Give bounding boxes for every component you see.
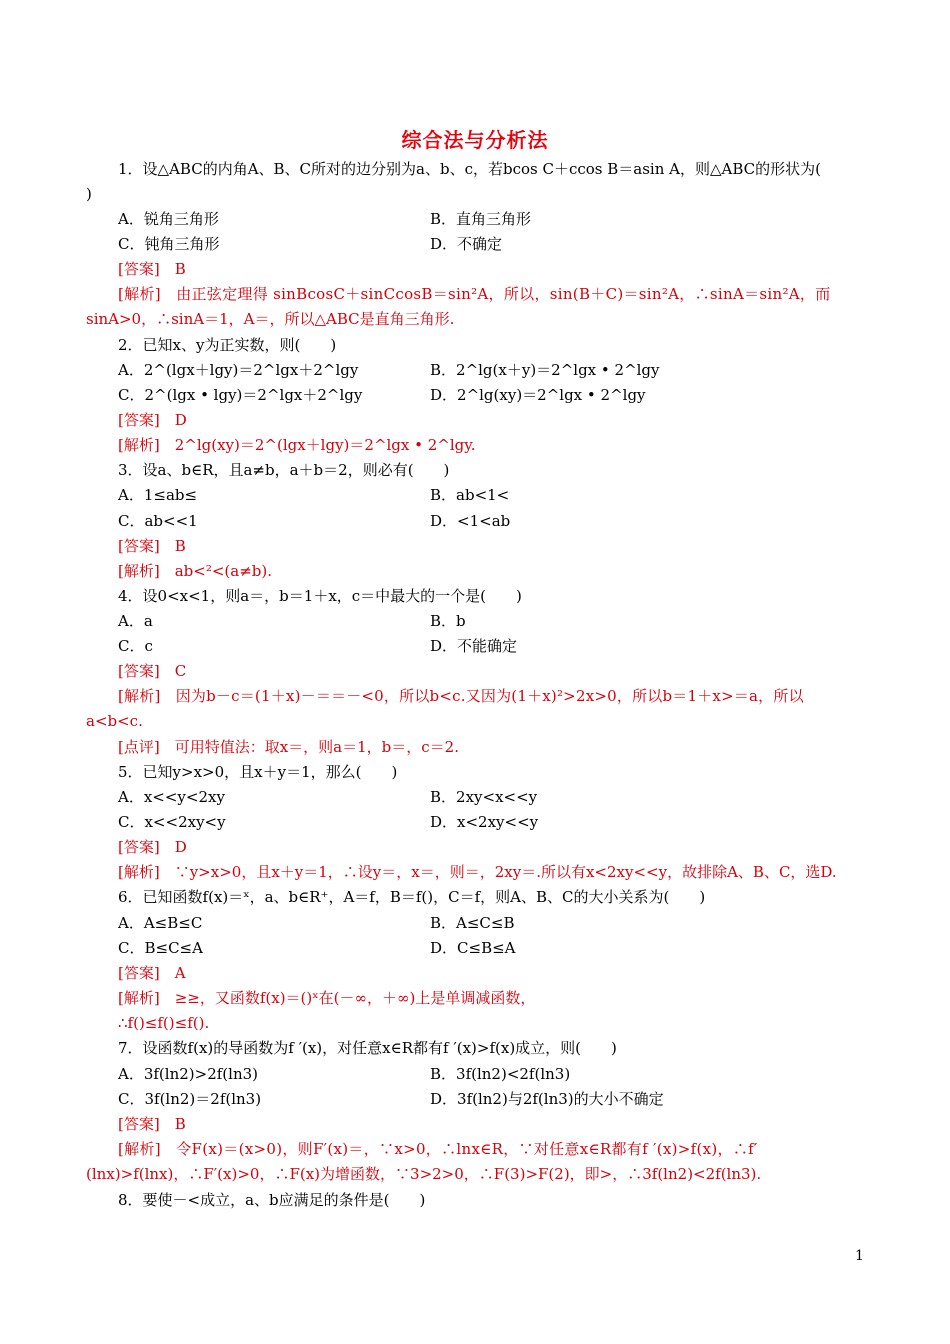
question-5-stem: 5．已知y>x>0，且x＋y＝1，那么( ) xyxy=(118,763,398,781)
question-6-stem: 6．已知函数f(x)＝ˣ，a、b∈R⁺，A＝f，B＝f()，C＝f，则A、B、C的大小关系为( ) xyxy=(118,888,706,906)
question-5-option-b: B．2xy<x<<y xyxy=(430,788,538,806)
question-3-option-a: A．1≤ab≤ xyxy=(118,486,198,504)
question-6-analysis: [解析] ≥≥，又函数f(x)＝()ˣ在(－∞，＋∞)上是单调减函数， xyxy=(118,989,536,1007)
question-3-analysis: [解析] ab<²<(a≠b). xyxy=(118,562,272,580)
question-7-option-c: C．3f(ln2)＝2f(ln3) xyxy=(118,1090,262,1108)
question-1-option-a: A．锐角三角形 xyxy=(118,210,219,228)
question-6-option-a: A．A≤B≤C xyxy=(118,914,203,932)
question-5-option-a: A．x<<y<2xy xyxy=(118,788,225,806)
question-4-analysis-cont: a<b<c. xyxy=(86,712,143,730)
question-6-answer: [答案] A xyxy=(118,964,186,982)
page-number: 1 xyxy=(855,1248,864,1264)
question-2-option-d: D．2^lg(xy)＝2^lgx • 2^lgy xyxy=(430,386,646,404)
question-8-stem: 8．要使－<成立，a、b应满足的条件是( ) xyxy=(118,1191,426,1209)
question-7-analysis: [解析] 令F(x)＝(x>0)，则F′(x)＝，∵x>0，∴lnx∈R，∵对任意x∈R都有f ′(x)>f(x)，∴f′ xyxy=(118,1140,758,1158)
question-3-option-c: C．ab<<1 xyxy=(118,512,198,530)
question-2-stem: 2．已知x、y为正实数，则( ) xyxy=(118,336,337,354)
question-1-option-b: B．直角三角形 xyxy=(430,210,532,228)
question-2-option-a: A．2^(lgx＋lgy)＝2^lgx＋2^lgy xyxy=(118,361,359,379)
question-4-option-b: B．b xyxy=(430,612,466,630)
question-1-stem-cont: ) xyxy=(86,185,92,203)
page-title: 综合法与分析法 xyxy=(401,128,549,152)
question-7-answer: [答案] B xyxy=(118,1115,186,1133)
question-4-comment: [点评] 可用特值法：取x＝，则a＝1，b＝，c＝2. xyxy=(118,738,459,756)
question-6-option-b: B．A≤C≤B xyxy=(430,914,515,932)
question-1-option-d: D．不确定 xyxy=(430,235,503,253)
question-4-analysis: [解析] 因为b－c＝(1＋x)－＝＝－<0，所以b<c.又因为(1＋x)²>2x>0，所以b＝1＋x>＝a，所以 xyxy=(118,687,804,705)
question-4-option-d: D．不能确定 xyxy=(430,637,518,655)
question-2-answer: [答案] D xyxy=(118,411,187,429)
question-4-answer: [答案] C xyxy=(118,662,187,680)
question-4-option-c: C．c xyxy=(118,637,153,655)
question-1-analysis-cont: sinA>0，∴sinA＝1，A＝，所以△ABC是直角三角形. xyxy=(86,310,455,328)
question-7-option-a: A．3f(ln2)>2f(ln3) xyxy=(118,1065,259,1083)
question-6-option-d: D．C≤B≤A xyxy=(430,939,516,957)
question-7-option-b: B．3f(ln2)<2f(ln3) xyxy=(430,1065,571,1083)
question-2-analysis: [解析] 2^lg(xy)＝2^(lgx＋lgy)＝2^lgx • 2^lgy. xyxy=(118,436,476,454)
question-5-option-d: D．x<2xy<<y xyxy=(430,813,539,831)
question-1-option-c: C．钝角三角形 xyxy=(118,235,220,253)
question-6-option-c: C．B≤C≤A xyxy=(118,939,203,957)
question-2-option-b: B．2^lg(x＋y)＝2^lgx • 2^lgy xyxy=(430,361,660,379)
question-4-stem: 4．设0<x<1，则a＝，b＝1＋x，c＝中最大的一个是( ) xyxy=(118,587,522,605)
question-1-analysis: [解析] 由正弦定理得 sinBcosC＋sinCcosB＝sin²A，所以，sin(B＋C)＝sin²A，∴sinA＝sin²A，而 xyxy=(118,285,831,303)
question-1-stem: 1．设△ABC的内角A、B、C所对的边分别为a、b、c，若bcos C＋ccos B＝asin A，则△ABC的形状为( xyxy=(118,160,821,178)
question-3-answer: [答案] B xyxy=(118,537,186,555)
question-3-option-b: B．ab<1< xyxy=(430,486,510,504)
question-3-stem: 3．设a、b∈R，且a≠b，a＋b＝2，则必有( ) xyxy=(118,461,450,479)
question-7-option-d: D．3f(ln2)与2f(ln3)的大小不确定 xyxy=(430,1090,664,1108)
question-7-stem: 7．设函数f(x)的导函数为f ′(x)，对任意x∈R都有f ′(x)>f(x)成立，则( ) xyxy=(118,1039,617,1057)
question-5-analysis: [解析] ∵y>x>0，且x＋y＝1，∴设y＝，x＝，则＝，2xy＝.所以有x<2xy<<y，故排除A、B、C，选D. xyxy=(118,863,837,881)
question-5-option-c: C．x<<2xy<y xyxy=(118,813,226,831)
question-5-answer: [答案] D xyxy=(118,838,187,856)
question-6-analysis-cont: ∴f()≤f()≤f(). xyxy=(118,1014,210,1032)
question-3-option-d: D．<1<ab xyxy=(430,512,511,530)
question-2-option-c: C．2^(lgx • lgy)＝2^lgx＋2^lgy xyxy=(118,386,363,404)
question-4-option-a: A．a xyxy=(118,612,153,630)
question-7-analysis-cont: (lnx)>f(lnx)，∴F′(x)>0，∴F(x)为增函数，∵3>2>0，∴F(3)>F(2)，即>，∴3f(ln2)<2f(ln3). xyxy=(86,1165,762,1183)
question-1-answer: [答案] B xyxy=(118,260,186,278)
